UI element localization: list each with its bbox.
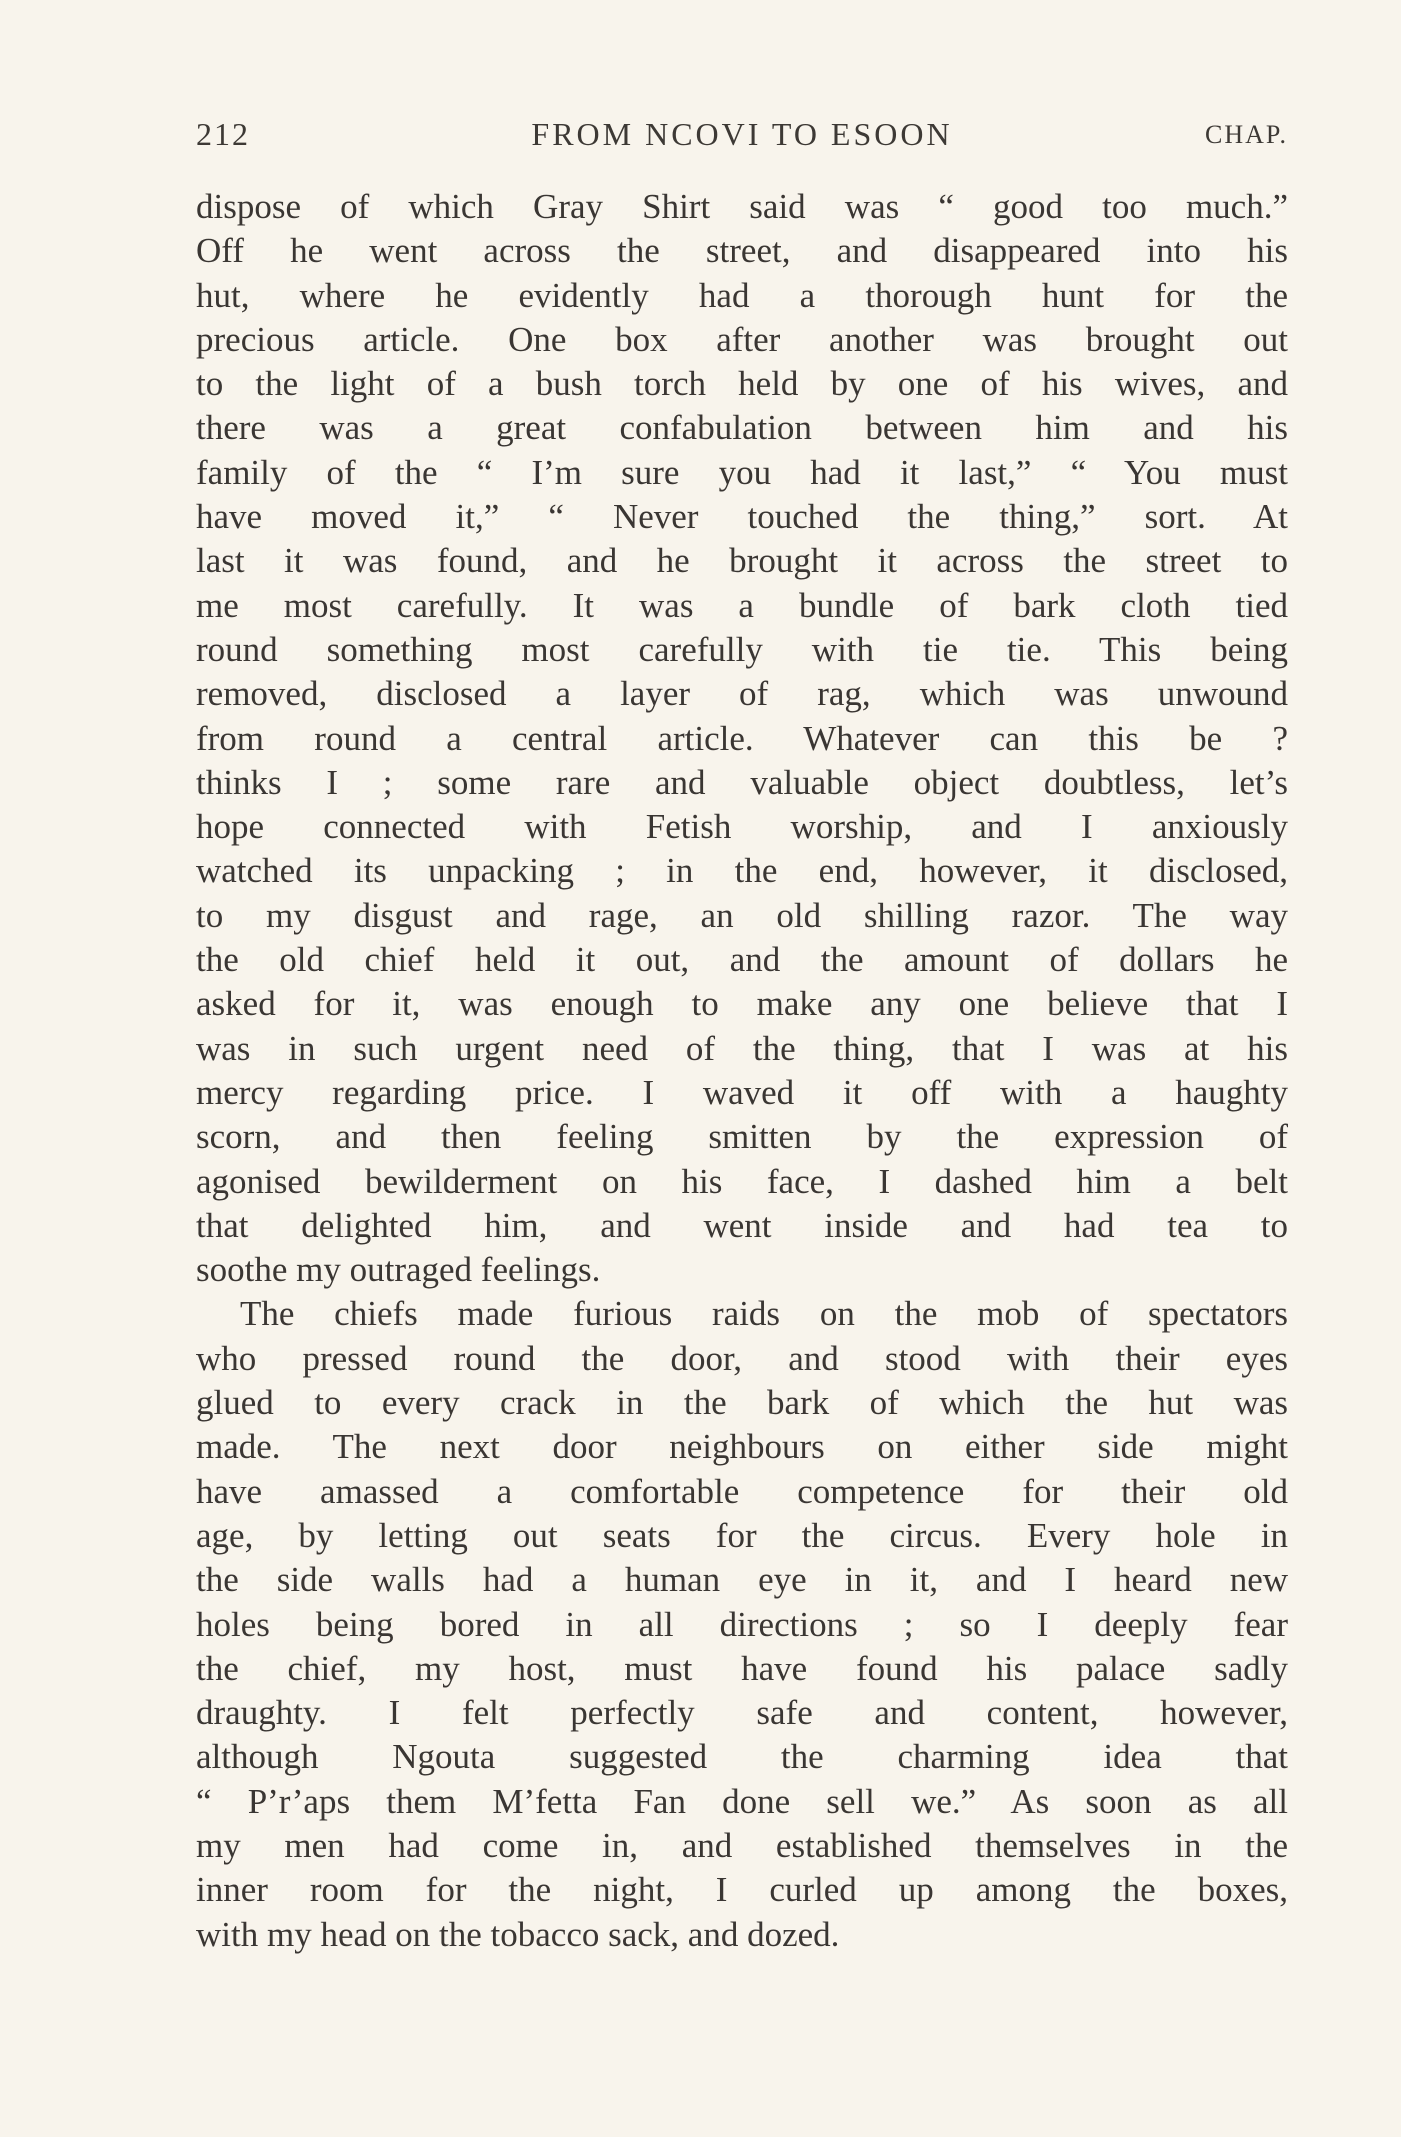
text-line: to my disgust and rage, an old shilling razor. The way bbox=[196, 895, 1288, 935]
text-line: removed, disclosed a layer of rag, which was unwound bbox=[196, 674, 1288, 714]
text-line: watched its unpacking ; in the end, however, it disclosed, bbox=[196, 851, 1288, 891]
text-line: the chief, my host, must have found his palace sadly bbox=[196, 1648, 1288, 1688]
paragraph bbox=[196, 185, 1288, 1292]
text-line: my men had come in, and established themselves in the bbox=[196, 1825, 1288, 1865]
text-line: mercy regarding price. I waved it off with a haughty bbox=[196, 1072, 1288, 1112]
text-line: scorn, and then feeling smitten by the expression of bbox=[196, 1117, 1288, 1157]
text-line: me most carefully. It was a bundle of bark cloth tied bbox=[196, 585, 1288, 625]
text-line: from round a central article. Whatever can this be ? bbox=[196, 718, 1288, 758]
text-line: family of the “ I’m sure you had it last,” “ You must bbox=[196, 452, 1288, 492]
paragraph bbox=[196, 1292, 1288, 1956]
text-line: draughty. I felt perfectly safe and content, however, bbox=[196, 1693, 1288, 1733]
text-line: thinks I ; some rare and valuable object doubtless, let’s bbox=[196, 762, 1288, 802]
text-line: holes being bored in all directions ; so I deeply fear bbox=[196, 1604, 1288, 1644]
text-line: hope connected with Fetish worship, and I anxiously bbox=[196, 807, 1288, 847]
text-line: last it was found, and he brought it across the street to bbox=[196, 541, 1288, 581]
text-line: age, by letting out seats for the circus. Every hole in bbox=[196, 1515, 1288, 1555]
text-line: have moved it,” “ Never touched the thing,” sort. At bbox=[196, 497, 1288, 537]
text-line: precious article. One box after another was brought out bbox=[196, 319, 1288, 359]
text-line: asked for it, was enough to make any one believe that I bbox=[196, 984, 1288, 1024]
text-line: there was a great confabulation between him and his bbox=[196, 408, 1288, 448]
body-text bbox=[196, 185, 1288, 1957]
text-line: agonised bewilderment on his face, I dashed him a belt bbox=[196, 1161, 1288, 1201]
text-line: that delighted him, and went inside and had tea to bbox=[196, 1205, 1288, 1245]
text-line: although Ngouta suggested the charming idea that bbox=[196, 1737, 1288, 1777]
text-line: The chiefs made furious raids on the mob of spectators bbox=[240, 1294, 1288, 1334]
text-line: made. The next door neighbours on either side might bbox=[196, 1427, 1288, 1467]
text-line: the old chief held it out, and the amount of dollars he bbox=[196, 940, 1288, 980]
text-line: inner room for the night, I curled up among the boxes, bbox=[196, 1870, 1288, 1910]
text-line: hut, where he evidently had a thorough hunt for the bbox=[196, 275, 1288, 315]
running-title: FROM NCOVI TO ESOON bbox=[531, 116, 953, 152]
text-line: glued to every crack in the bark of which the hut was bbox=[196, 1383, 1288, 1423]
text-line: with my head on the tobacco sack, and dozed. bbox=[196, 1914, 840, 1954]
chapter-label: CHAP. bbox=[1205, 120, 1288, 149]
text-line: the side walls had a human eye in it, and I heard new bbox=[196, 1560, 1288, 1600]
text-line: soothe my outraged feelings. bbox=[196, 1250, 601, 1290]
running-head bbox=[196, 116, 1288, 160]
page-number: 212 bbox=[196, 116, 250, 152]
text-line: round something most carefully with tie tie. This being bbox=[196, 629, 1288, 669]
text-line: who pressed round the door, and stood with their eyes bbox=[196, 1338, 1288, 1378]
text-line: to the light of a bush torch held by one of his wives, and bbox=[196, 364, 1288, 404]
text-line: dispose of which Gray Shirt said was “ good too much.” bbox=[196, 187, 1288, 226]
text-line: Off he went across the street, and disappeared into his bbox=[196, 231, 1288, 271]
text-line: was in such urgent need of the thing, that I was at his bbox=[196, 1028, 1288, 1068]
text-line: “ P’r’aps them M’fetta Fan done sell we.” As soon as all bbox=[196, 1781, 1288, 1821]
text-line: have amassed a comfortable competence for their old bbox=[196, 1471, 1288, 1511]
